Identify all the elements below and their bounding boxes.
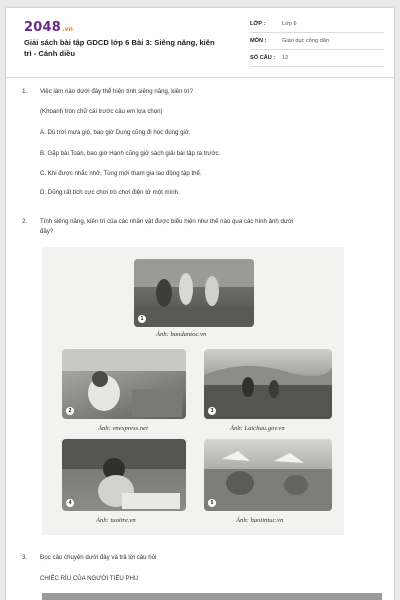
option-c[interactable]: C. Khi được nhắc nhở, Tùng mới tham gia lao động tập thể. <box>40 170 202 177</box>
header-divider <box>6 77 394 78</box>
question-2-image-panel <box>42 247 344 535</box>
page-title: Giải sách bài tập GDCD lớp 6 Bài 3: Siêng năng, kiên trì - Cánh diều <box>24 38 215 58</box>
photo-4-caption: Ảnh: tuoitre.vn <box>96 517 136 524</box>
photo-5-number: 5 <box>208 499 216 507</box>
meta-key: SỐ CÂU : <box>250 55 276 61</box>
photo-5-image <box>204 439 332 511</box>
question-3-text: Đọc câu chuyện dưới đây và trả lời câu hỏi <box>40 554 157 561</box>
photo-2-number: 2 <box>66 407 74 415</box>
meta-key: LỚP : <box>250 21 266 27</box>
photo-4 <box>62 439 186 511</box>
photo-1-caption: Ảnh: baodantoc.vn <box>156 331 207 338</box>
photo-1-image <box>134 259 254 327</box>
meta-value: Giáo dục công dân <box>282 38 329 44</box>
photo-5 <box>204 439 332 511</box>
meta-row-count <box>250 50 384 67</box>
photo-5-caption: Ảnh: baotintuc.vn <box>236 517 284 524</box>
option-d[interactable]: D. Dũng rất tích cực chơi trò chơi điện tử một mình. <box>40 189 180 196</box>
logo-main-text: 2048 <box>24 20 61 35</box>
photo-3 <box>204 349 332 419</box>
meta-row-subject <box>250 33 384 50</box>
photo-3-caption: Ảnh: Laichau.gov.vn <box>230 425 285 432</box>
photo-2-caption: Ảnh: vnexpress.net <box>98 425 148 432</box>
meta-key: MÔN : <box>250 38 267 44</box>
logo-tld-text: .vn <box>61 26 74 33</box>
story-image-top-edge <box>42 593 382 600</box>
meta-row-grade <box>250 16 384 33</box>
photo-3-number: 3 <box>208 407 216 415</box>
question-1-number: 1. <box>22 88 28 95</box>
option-b[interactable]: B. Gặp bài Toán, bao giờ Hạnh cũng giở sách giải bài tập ra trước. <box>40 150 221 157</box>
story-title: CHIẾC RÌU CỦA NGƯỜI TIỀU PHU <box>40 575 139 582</box>
photo-1-number: 1 <box>138 315 146 323</box>
question-2-text-line2: đây? <box>40 228 54 235</box>
photo-4-number: 4 <box>66 499 74 507</box>
document-page <box>6 8 394 600</box>
question-2-number: 2. <box>22 218 28 225</box>
question-2-text-line1: Tính siêng năng, kiên trì của các nhân vật được biểu hiện như thế nào qua các hình ảnh dưới <box>40 218 294 225</box>
photo-4-image <box>62 439 186 511</box>
question-3-number: 3. <box>22 554 28 561</box>
photo-1 <box>134 259 254 327</box>
question-1-note: (Khoanh tròn chữ cái trước câu em lựa chọn) <box>40 108 163 115</box>
meta-value: Lớp 6 <box>282 21 297 27</box>
site-logo[interactable] <box>24 20 73 35</box>
photo-2-image <box>62 349 186 419</box>
meta-info-table <box>250 16 384 67</box>
meta-value: 12 <box>282 55 289 61</box>
option-a[interactable]: A. Dù trời mưa gió, bao giờ Dung cũng đi học đúng giờ. <box>40 129 191 136</box>
question-1-text: Việc làm nào dưới đây thể hiện tính siêng năng, kiên trì? <box>40 88 193 95</box>
photo-2 <box>62 349 186 419</box>
photo-3-image <box>204 349 332 419</box>
